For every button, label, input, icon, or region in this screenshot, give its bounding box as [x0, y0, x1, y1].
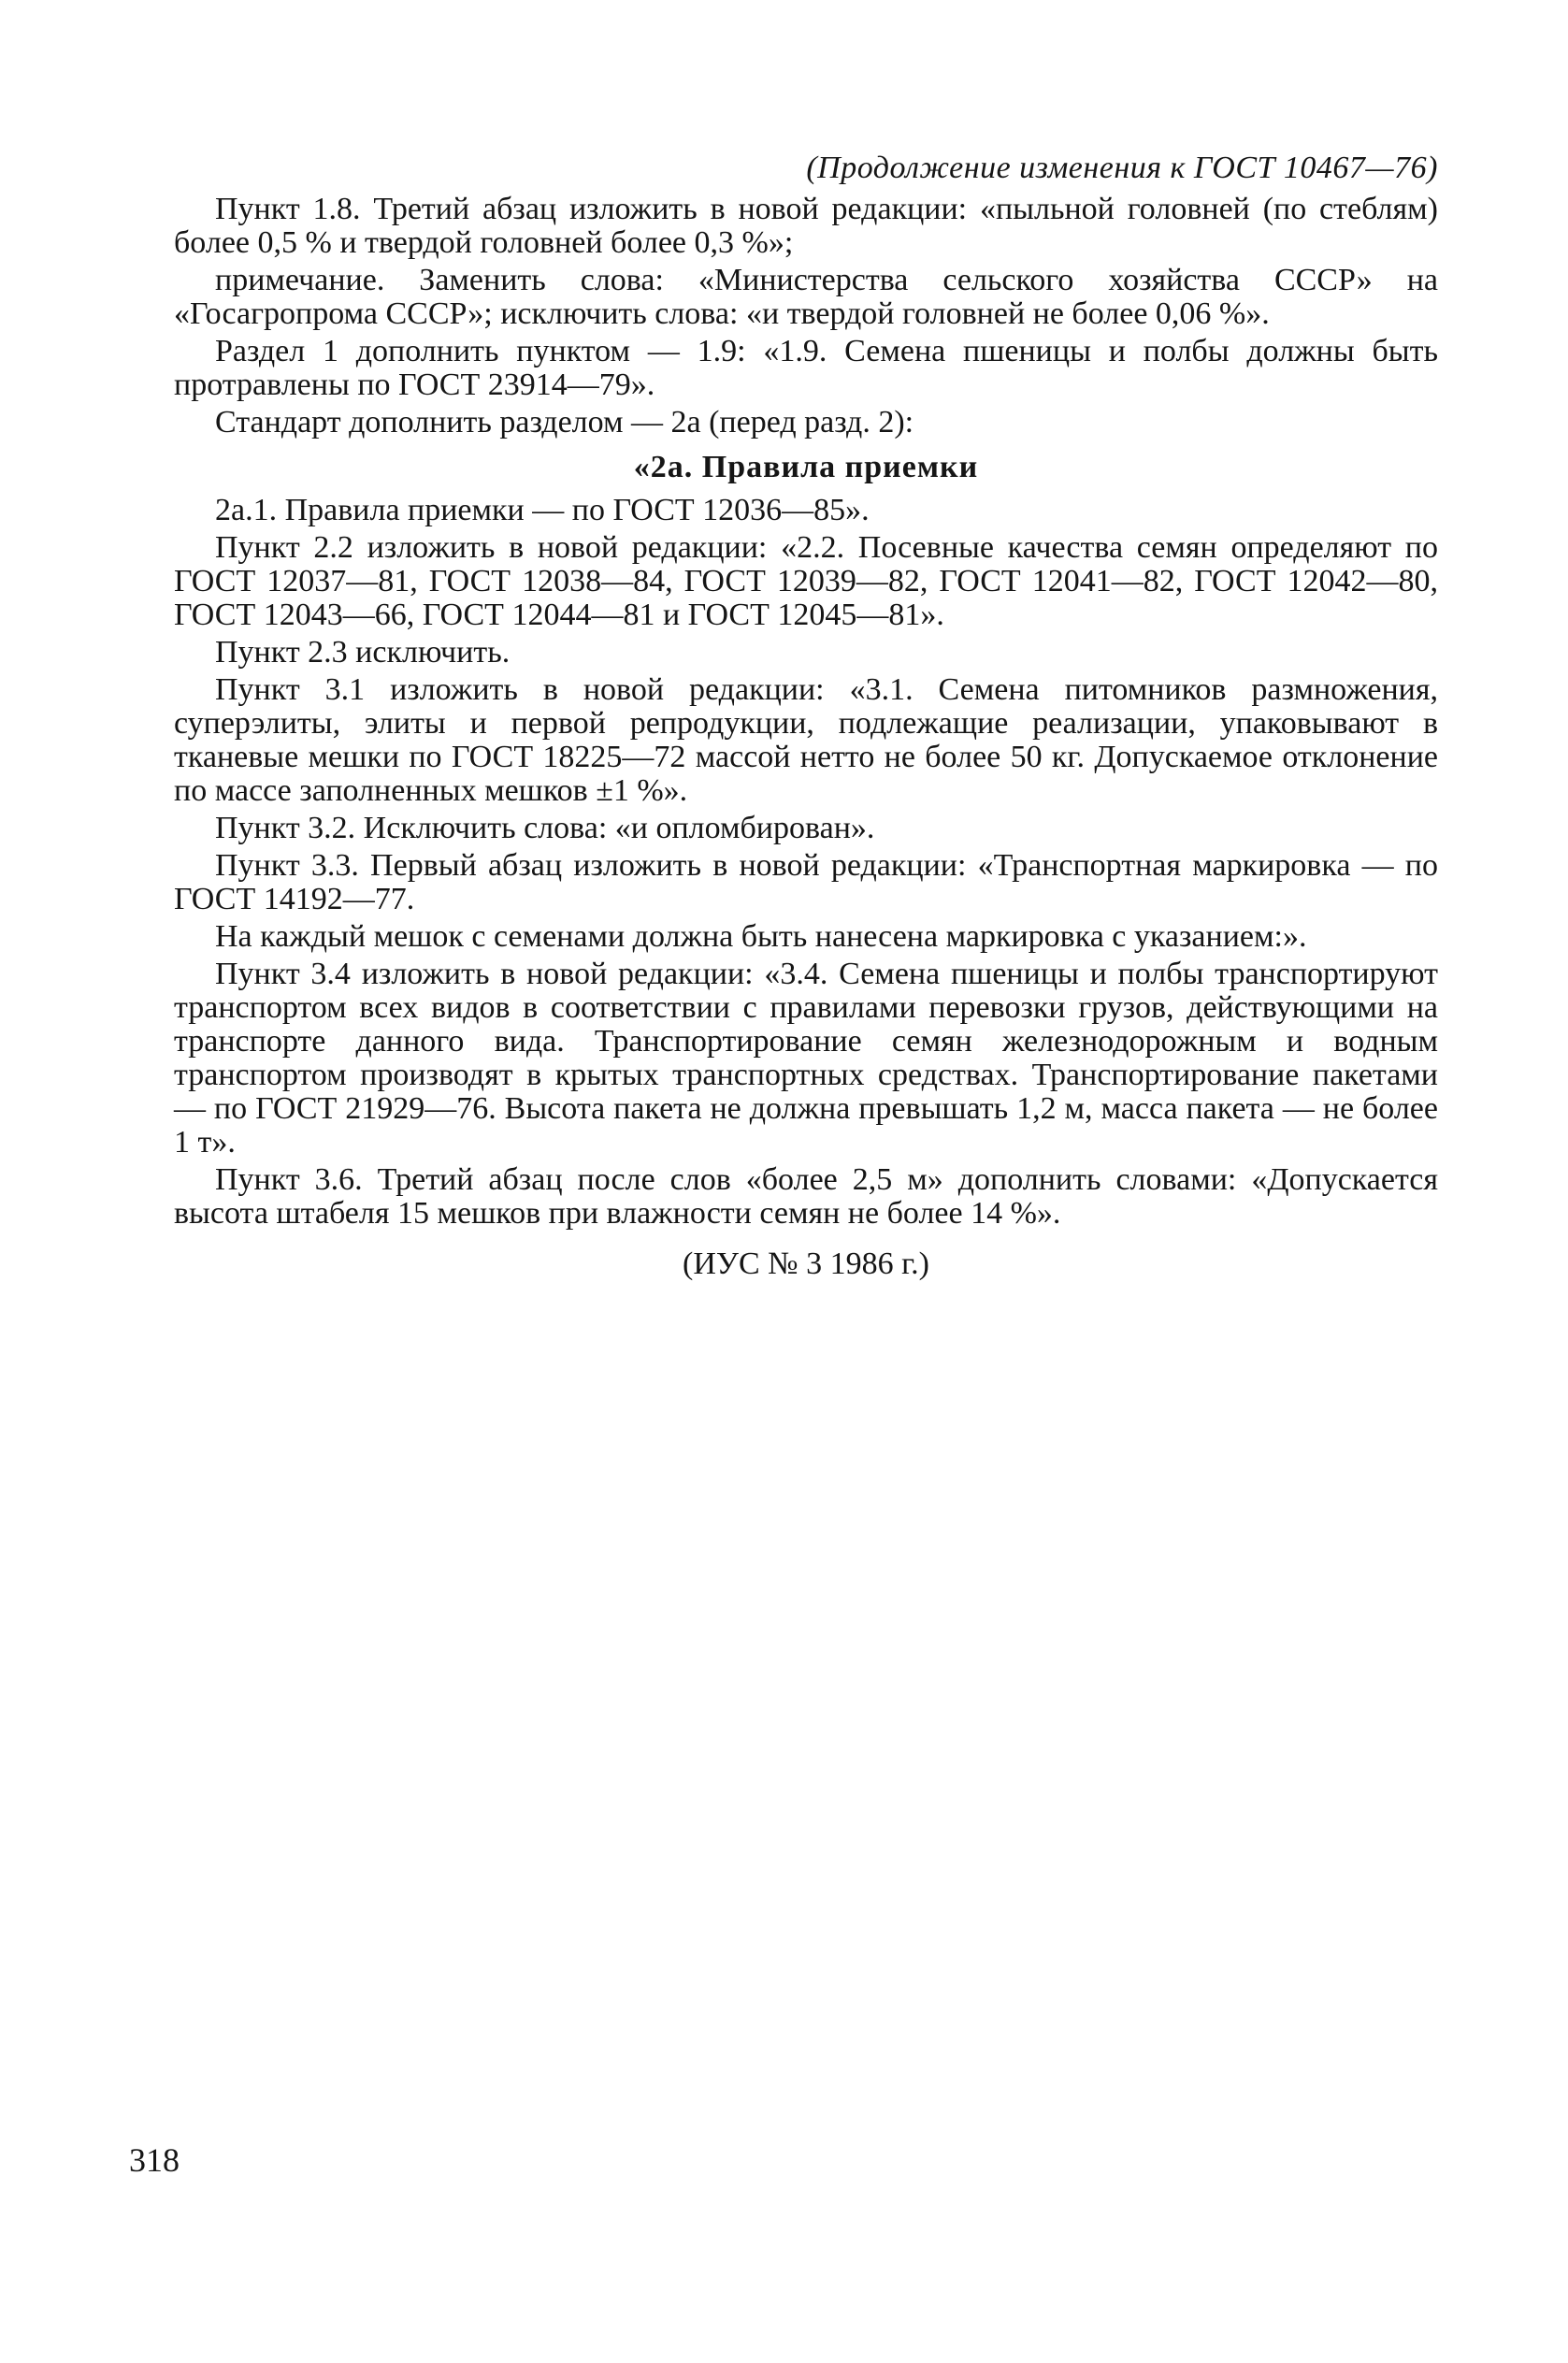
- section-heading: «2а. Правила приемки: [633, 450, 979, 484]
- paragraph-add-section: Стандарт дополнить разделом — 2а (перед разд. 2):: [215, 405, 914, 439]
- paragraph-item-1-9: Раздел 1 дополнить пунктом — 1.9: «1.9. Семена пшеницы и полбы должны быть протравлены по ГОСТ 23914—79».: [174, 334, 1438, 402]
- paragraph-note: примечание. Заменить слова: «Министерства сельского хозяйства СССР» на «Госагропрома СССР»; исключить слова: «и твердой головней не более 0,06 %».: [174, 263, 1438, 331]
- paragraph-2a-1: 2а.1. Правила приемки — по ГОСТ 12036—85».: [215, 493, 870, 527]
- paragraph-item-3-4: Пункт 3.4 изложить в новой редакции: «3.4. Семена пшеницы и полбы транспортируют транспортом всех видов в соответствии с правилами перевозки грузов, действующими на транспорте данного вида. Транспортирование семян железнодорожным и водным транспортом производят в крытых транспортных средствах. Транспортирование пакетами — по ГОСТ 21929—76. Высота пакета не должна превышать 1,2 м, масса пакета — не более 1 т».: [174, 957, 1438, 1160]
- page-number: 318: [129, 2141, 180, 2179]
- continuation-header: (Продолжение изменения к ГОСТ 10467—76): [806, 151, 1438, 185]
- source-reference: (ИУС № 3 1986 г.): [683, 1246, 929, 1281]
- paragraph-item-3-6: Пункт 3.6. Третий абзац после слов «более 2,5 м» дополнить словами: «Допускается высота штабеля 15 мешков при влажности семян не более 14 %».: [174, 1162, 1438, 1231]
- paragraph-item-1-8: Пункт 1.8. Третий абзац изложить в новой редакции: «пыльной головней (по стеблям) более 0,5 % и твердой головней более 0,3 %»;: [174, 192, 1438, 260]
- paragraph-item-3-2: Пункт 3.2. Исключить слова: «и опломбирован».: [215, 811, 875, 845]
- paragraph-item-3-3: Пункт 3.3. Первый абзац изложить в новой редакции: «Транспортная маркировка — по ГОСТ 14192—77.: [174, 848, 1438, 916]
- paragraph-item-3-1: Пункт 3.1 изложить в новой редакции: «3.1. Семена питомников размножения, суперэлиты, элиты и первой репродукции, подлежащие реализации, упаковывают в тканевые мешки по ГОСТ 18225—72 массой нетто не более 50 кг. Допускаемое отклонение по массе заполненных мешков ±1 %».: [174, 672, 1438, 808]
- paragraph-item-2-3: Пункт 2.3 исключить.: [215, 635, 511, 670]
- paragraph-item-2-2: Пункт 2.2 изложить в новой редакции: «2.2. Посевные качества семян определяют по ГОСТ 12037—81, ГОСТ 12038—84, ГОСТ 12039—82, ГОСТ 12041—82, ГОСТ 12042—80, ГОСТ 12043—66, ГОСТ 12044—81 и ГОСТ 12045—81».: [174, 530, 1438, 632]
- paragraph-marking: На каждый мешок с семенами должна быть нанесена маркировка с указанием:».: [215, 919, 1307, 954]
- main-text: [174, 150, 1438, 1283]
